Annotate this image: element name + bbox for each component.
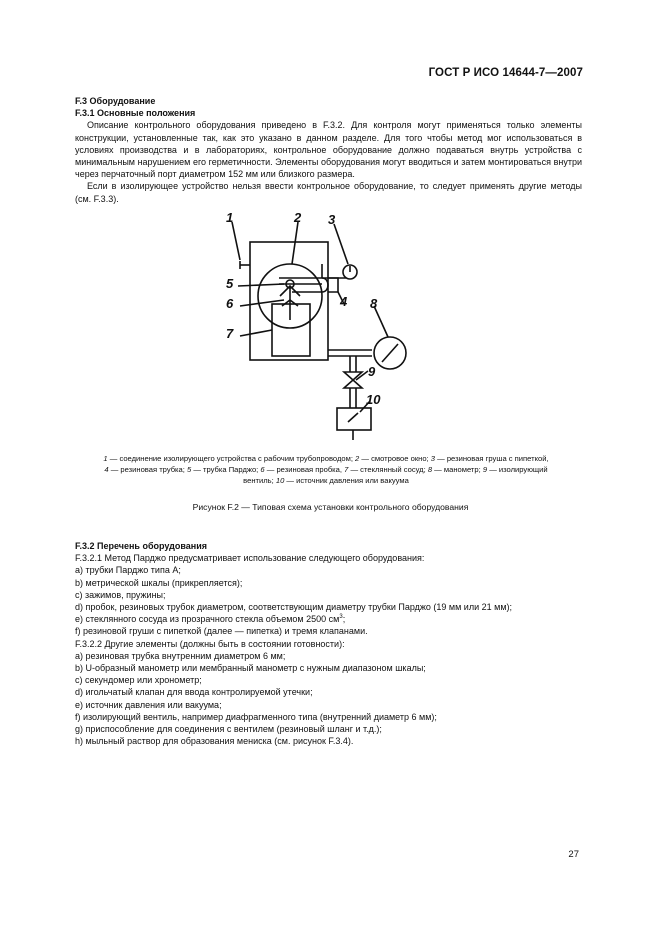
legend-text: — стеклянный сосуд; <box>348 465 428 474</box>
figure-label-1: 1 <box>226 210 234 225</box>
legend-text: — резиновая трубка; <box>108 465 187 474</box>
list-item: b) U-образный манометр или мембранный манометр с нужным диапазоном шкалы; <box>75 663 426 674</box>
section-heading: F.3 Оборудование <box>75 96 156 106</box>
paragraph: F.3.2.2 Другие элементы (должны быть в состоянии готовности): <box>75 638 345 649</box>
figure-label-8: 8 <box>370 296 378 311</box>
list-item: d) пробок, резиновых трубок диаметром, соответствующим диаметру трубки Парджо (19 мм или 21 мм); <box>75 602 513 613</box>
figure-title: Рисунок F.2 — Типовая схема установки контрольного оборудования <box>192 502 469 512</box>
legend-text: — трубка Парджо; <box>191 465 261 474</box>
legend-text: вентиль; <box>243 476 276 485</box>
legend-text: — изолирующий <box>487 465 548 474</box>
list-item: f) резиновой груши с пипеткой (далее — пипетка) и тремя клапанами. <box>75 626 368 637</box>
legend-number: 7 <box>344 465 349 474</box>
figure-label-2: 2 <box>294 210 302 225</box>
list-item-text: ; <box>342 614 346 625</box>
list-item: h) мыльный раствор для образования мениска (см. рисунок F.3.4). <box>75 736 354 747</box>
paragraph: F.3.2.1 Метод Парджо предусматривает использование следующего оборудования: <box>75 553 425 564</box>
isolating-valve <box>344 372 362 388</box>
page-number: 27 <box>568 849 579 860</box>
figure-label-3: 3 <box>328 212 336 227</box>
legend-text: — манометр; <box>432 465 483 474</box>
figure-legend <box>52 453 600 486</box>
legend-number: 3 <box>430 454 436 463</box>
list-item: g) приспособление для соединения с вентилем (резиновый шланг и т.д.); <box>75 724 382 735</box>
subsection-heading: F.3.2 Перечень оборудования <box>75 541 208 551</box>
list-item: a) трубки Парджо типа А; <box>75 565 181 576</box>
list-item: c) зажимов, пружины; <box>75 589 166 600</box>
list-item: f) изолирующий вентиль, например диафрагменного типа (внутренний диаметр 6 мм); <box>75 711 437 722</box>
legend-text: — источник давления или вакуума <box>284 476 409 485</box>
glass-vessel <box>272 304 310 356</box>
legend-number: 9 <box>482 465 488 474</box>
figure-label-9: 9 <box>368 364 376 379</box>
legend-number: 8 <box>427 465 433 474</box>
legend-line-2 <box>52 464 600 475</box>
legend-text: — смотровое окно; <box>359 454 431 463</box>
section-f3 <box>75 95 582 205</box>
legend-number: 5 <box>187 465 192 474</box>
subsection-heading: F.3.1 Основные положения <box>75 108 196 119</box>
list-item: e) источник давления или вакуума; <box>75 699 222 710</box>
legend-number: 6 <box>260 465 265 474</box>
list-item: b) метрической шкалы (прикрепляется); <box>75 577 243 588</box>
figure-label-10: 10 <box>366 392 381 407</box>
legend-line-1 <box>52 453 600 464</box>
paragraph: Описание контрольного оборудования приведено в F.3.2. Для контроля могут применяться только элементы конструкции, установленные так, как это указано в данном разделе. Для того чтобы метод мог использоваться в условиях производства и в лабораториях, контрольное оборудование должно подаваться внутрь устройства с минимальным нарушением его герметичности. Элементы оборудования могут вводиться и затем монтироваться внутри через перчаточный порт диаметром 152 мм или близкого размера. <box>75 120 582 180</box>
list-item: a) резиновая трубка внутренним диаметром 6 мм; <box>75 650 286 661</box>
legend-number: 2 <box>355 454 360 463</box>
legend-number: 4 <box>104 465 109 474</box>
figure-label-6: 6 <box>226 296 234 311</box>
paragraph: Если в изолирующее устройство нельзя ввести контрольное оборудование, то следует применять другие методы (см. F.3.3). <box>75 181 582 204</box>
list-item: d) игольчатый клапан для ввода контролируемой утечки; <box>75 687 313 698</box>
figure-f2-diagram <box>222 208 422 443</box>
superscript: 3 <box>339 614 343 621</box>
list-item: c) секундомер или хронометр; <box>75 675 202 686</box>
legend-line-3 <box>52 475 600 486</box>
figure-label-5: 5 <box>226 276 234 291</box>
list-item <box>75 613 582 625</box>
pressure-source <box>337 408 371 430</box>
list-item-text: e) стеклянного сосуда из прозрачного стекла объемом 2500 см <box>75 614 340 625</box>
legend-text: — резиновая пробка, <box>264 465 345 474</box>
legend-number: 1 <box>103 454 108 463</box>
figure-label-4: 4 <box>340 294 348 309</box>
legend-number: 10 <box>275 476 285 485</box>
figure-label-7: 7 <box>226 326 234 341</box>
document-header: ГОСТ Р ИСО 14644-7—2007 <box>428 67 583 79</box>
legend-text: — соединение изолирующего устройства с рабочим трубопроводом; <box>107 454 356 463</box>
section-f32 <box>75 540 582 747</box>
legend-text: — резиновая груша с пипеткой, <box>435 454 549 463</box>
